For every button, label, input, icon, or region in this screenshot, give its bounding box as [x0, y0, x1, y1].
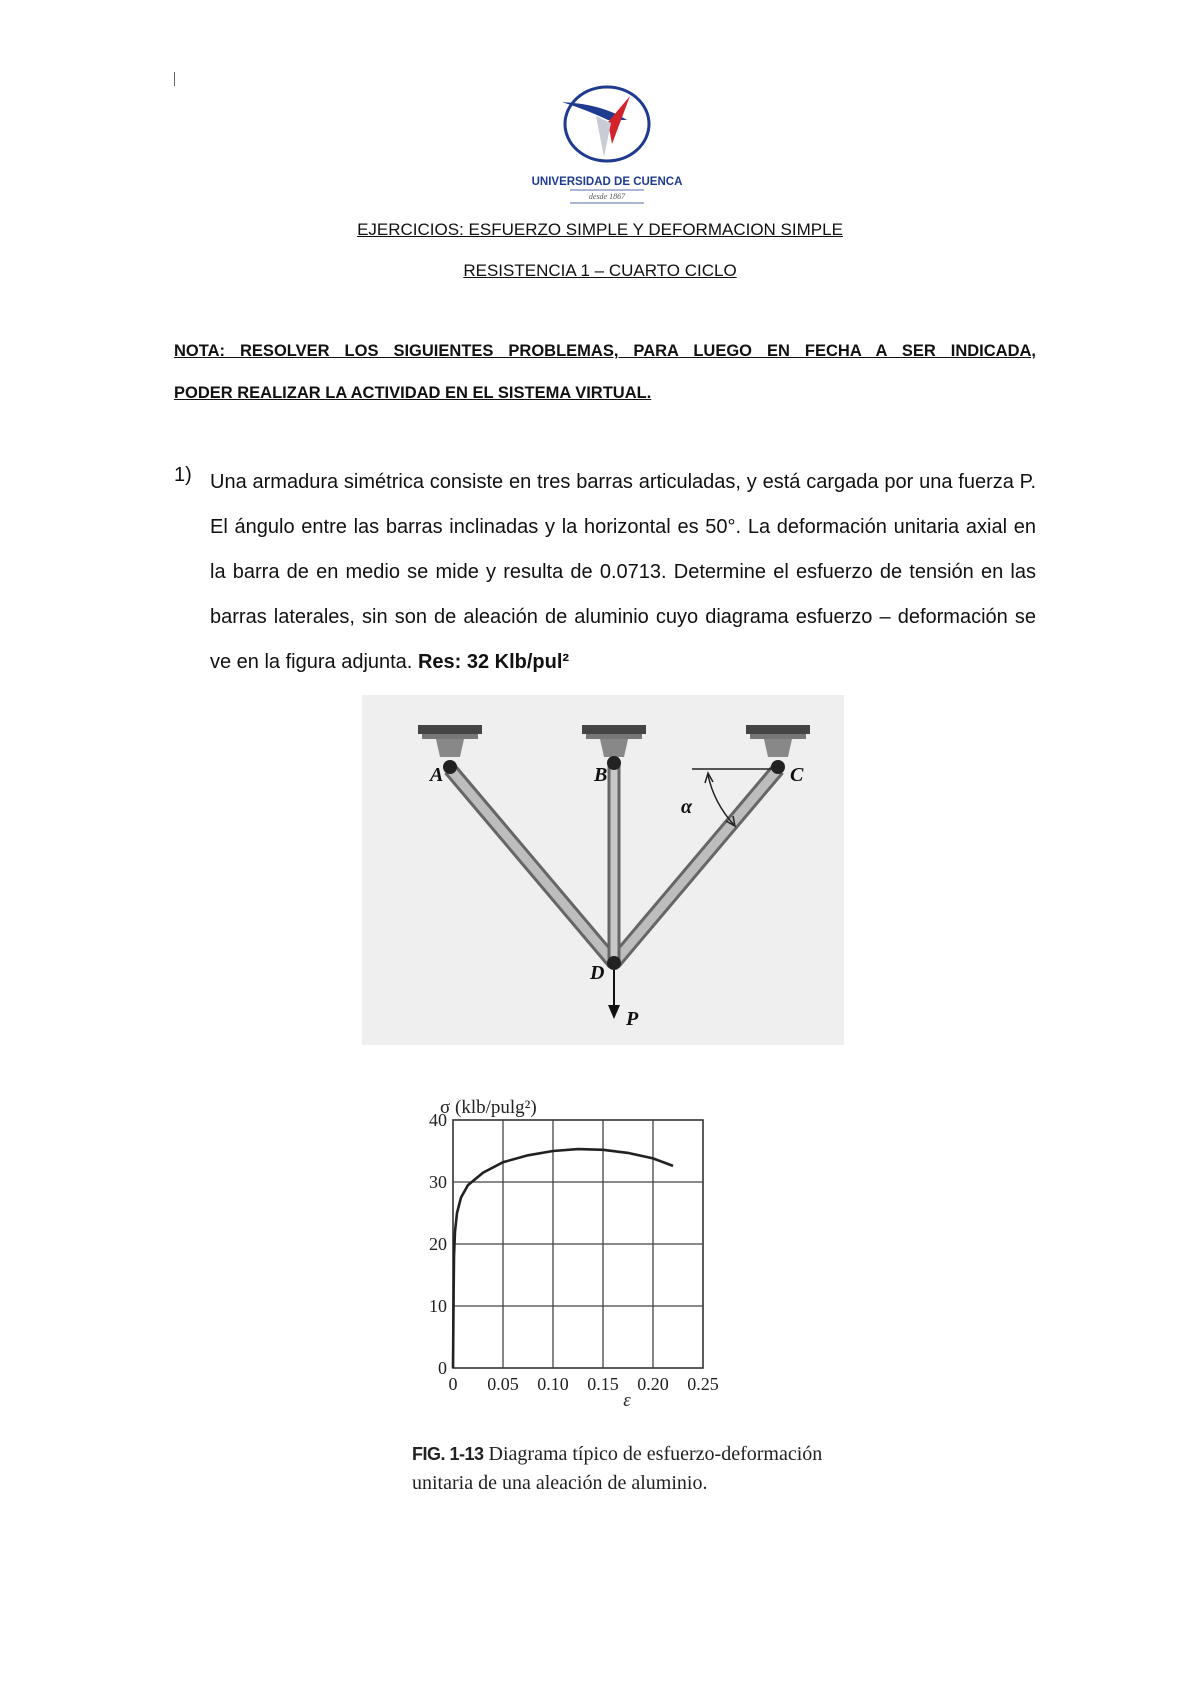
- pin-b: [607, 756, 621, 770]
- figure-caption: [412, 1440, 832, 1498]
- document-subtitle: RESISTENCIA 1 – CUARTO CICLO: [463, 261, 737, 280]
- label-b: B: [594, 764, 608, 786]
- label-a: A: [430, 764, 444, 786]
- label-c: C: [790, 764, 804, 786]
- label-d: D: [590, 962, 605, 984]
- logo-gray-wing: [596, 116, 611, 157]
- problem-number: 1): [174, 464, 192, 486]
- figure-number: FIG. 1-13: [412, 1444, 484, 1464]
- chart-svg: [405, 1090, 825, 1420]
- x-tick-label: 0.25: [687, 1374, 719, 1394]
- x-tick-label: 0.15: [587, 1374, 619, 1394]
- logo-name: UNIVERSIDAD DE CUENCA: [531, 176, 683, 188]
- label-p: P: [626, 1008, 639, 1030]
- problem-statement: [210, 460, 1036, 685]
- y-tick-label: 10: [429, 1296, 447, 1316]
- chart-ylabel: σ (klb/pulg²): [440, 1097, 537, 1118]
- y-tick-label: 40: [429, 1110, 447, 1130]
- logo-motto: desde 1867: [588, 192, 626, 201]
- x-tick-label: 0.10: [537, 1374, 569, 1394]
- document-title: EJERCICIOS: ESFUERZO SIMPLE Y DEFORMACION SIMPLE: [357, 220, 843, 239]
- note-line-2: PODER REALIZAR LA ACTIVIDAD EN EL SISTEMA VIRTUAL.: [174, 384, 652, 402]
- pin-d: [607, 956, 621, 970]
- problem-answer: Res: 32 Klb/pul²: [417, 651, 570, 673]
- x-tick-label: 0.05: [487, 1374, 519, 1394]
- cursor-mark: [174, 72, 175, 86]
- truss-figure: [362, 695, 844, 1045]
- figure-caption-text: Diagrama típico de esfuerzo-deformación unitaria de una aleación de aluminio.: [412, 1443, 823, 1494]
- y-tick-label: 0: [438, 1358, 447, 1378]
- chart-xlabel: ε: [623, 1390, 631, 1411]
- x-tick-label: 0: [448, 1374, 458, 1394]
- label-alpha: α: [681, 796, 693, 818]
- university-logo: [512, 82, 702, 212]
- note-line-1: NOTA: RESOLVER LOS SIGUIENTES PROBLEMAS, PARA LUEGO EN FECHA A SER INDICADA,: [174, 342, 1036, 360]
- y-tick-label: 30: [429, 1172, 447, 1192]
- y-tick-label: 20: [429, 1234, 447, 1254]
- pin-c: [771, 760, 785, 774]
- pin-a: [443, 760, 457, 774]
- problem-body: Una armadura simétrica consiste en tres barras articuladas, y está cargada por una fuerza P. El ángulo entre las barras inclinadas y la horizontal es 50°. La deformación unitaria axial en la barra de en medio se mide y resulta de 0.0713. Determine el esfuerzo de tensión en las barras laterales, sin son de aleación de aluminio cuyo diagrama esfuerzo – deformación se ve en la figura adjunta.: [210, 471, 1036, 673]
- stress-strain-chart: [405, 1090, 825, 1420]
- x-tick-label: 0.20: [637, 1374, 669, 1394]
